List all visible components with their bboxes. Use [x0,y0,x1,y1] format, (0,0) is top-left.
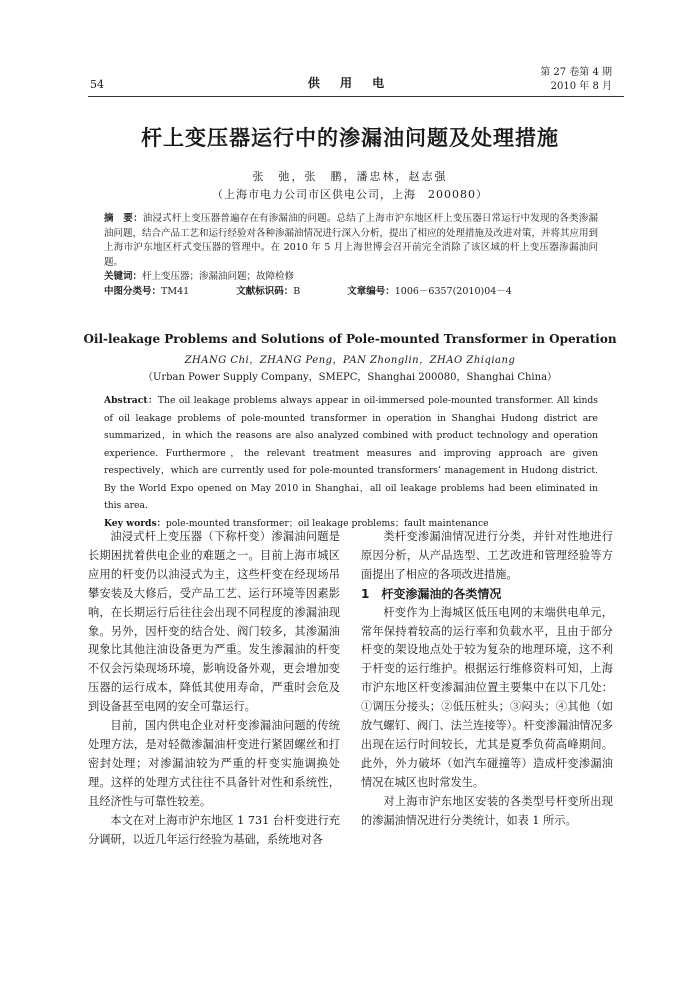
abstract-cn [104,212,598,270]
body-column-left [88,528,340,849]
body-column-right [361,528,613,831]
paper-title: 杆上变压器运行中的渗漏油问题及处理措施 [141,125,559,150]
volume-number: 第 27 卷第 4 期 [540,67,612,78]
affiliation: （上海市电力公司市区供电公司，上海 200080） [212,188,488,201]
document-code: 文献标识码：B [236,285,301,297]
body-paragraph: 目前，国内供电企业对杆变渗漏油问题的传统处理方法，是对轻微渗漏油杆变进行紧固螺丝和打密封处理；对渗漏油较为严重的杆变实施调换处理。这样的处理方式往往不具备针对性和系统性，且经济性与可靠性较差。 [88,719,340,808]
body-paragraph: 类杆变渗漏油情况进行分类，并针对性地进行原因分析，从产品选型、工艺改进和管理经验等方面提出了相应的各项改进措施。 [361,530,613,581]
english-abstract [104,392,598,515]
article-number: 文章编号：1006－6357(2010)04－4 [347,285,512,297]
classification-line [104,285,598,300]
page-number: 54 [90,78,104,91]
english-authors: ZHANG Chi，ZHANG Peng，PAN Zhonglin，ZHAO Zhiqiang [184,355,516,366]
body-paragraph: 油浸式杆上变压器（下称杆变）渗漏油问题是长期困扰着供电企业的难题之一。目前上海市城区应用的杆变仍以油浸式为主，这些杆变在经现场吊攀安装及大修后，受产品工艺、运行环境等因素影响，在长期运行后往往会出现不同程度的渗漏油现象。另外，因杆变的结合处、阀门较多，其渗漏油现象比其他注油设备更为严重。发生渗漏油的杆变不仅会污染现场环境，影响设备外观，更会增加变压器的运行成本，降低其使用寿命，严重时会危及到设备甚至电网的安全可靠运行。 [88,530,340,714]
english-abstract-block [104,392,598,532]
body-paragraph: 杆变作为上海城区低压电网的末端供电单元，常年保持着较高的运行率和负载水平，且由于部分杆变的架设地点处于较为复杂的地理环境，这不利于杆变的运行维护。根据运行维修资料可知，上海市沪东地区杆变渗漏油位置主要集中在以下几处：①调压分接头；②低压桩头；③闷头；④其他（如放气螺钉、阀门、法兰连接等）。杆变渗漏油情况多出现在运行时间较长，尤其是夏季负荷高峰期间。此外，外力破坏（如汽车碰撞等）造成杆变渗漏油情况在城区也时常发生。 [361,605,613,789]
keywords-cn-text: 杆上变压器；渗漏油问题；故障检修 [142,271,295,283]
english-abstract-label: Abstract： [104,395,158,406]
header-rule [88,96,624,97]
body-paragraph: 对上海市沪东地区安装的各类型号杆变所出现的渗漏油情况进行分类统计，如表 1 所示。 [361,794,613,827]
issue-date: 2010 年 8 月 [550,81,612,92]
volume-info [540,66,612,94]
section-heading: 1 杆变渗漏油的各类情况 [361,586,502,601]
clc-code: 中图分类号：TM41 [104,285,190,297]
english-affiliation: （Urban Power Supply Company，SMEPC，Shanghai 200080，Shanghai China） [142,372,558,383]
abstract-cn-text: 油浸式杆上变压器普遍存在有渗漏油的问题。总结了上海市沪东地区杆上变压器日常运行中发现的各类渗漏油问题，结合产品工艺和运行经验对各种渗漏油情况进行深入分析，提出了相应的处理措施及改进对策，并将其应用到上海市沪东地区杆式变压器的管理中。在 2010 年 5 月上海世博会召开前完全消除了该区域的杆上变压器渗漏油问题。 [104,213,599,268]
english-keywords-text: pole-mounted transformer；oil leakage problems；fault maintenance [165,517,489,529]
abstract-cn-label: 摘 要： [104,213,143,224]
body-paragraph: 本文在对上海市沪东地区 1 731 台杆变进行充分调研，以近几年运行经验为基础，系统地对各 [88,813,340,846]
english-keywords-label: Key words： [104,517,166,529]
keywords-cn-label: 关键词： [104,271,143,283]
authors: 张 弛，张 鹏，潘忠林，赵志强 [252,170,448,183]
english-title: Oil-leakage Problems and Solutions of Pole-mounted Transformer in Operation [83,332,617,346]
english-abstract-text: The oil leakage problems always appear in oil-immersed pole-mounted transformer. All kinds of oil leakage problems of pole-mounted transformer in operation in Shanghai Hudong district are summarized，in which the reasons are also analyzed combined with product technology and operation experience. Furthermore，the relevant treatment measures and improving approach are given respectively，which are currently used for pole-mounted transformers’ management in Hudong district. By the World Expo opened on May 2010 in Shanghai，all oil leakage problems had been eliminated in this area. [104,395,598,511]
chinese-abstract-block [104,212,598,300]
journal-name: 供 用 电 [307,76,393,90]
keywords-cn [104,270,598,285]
